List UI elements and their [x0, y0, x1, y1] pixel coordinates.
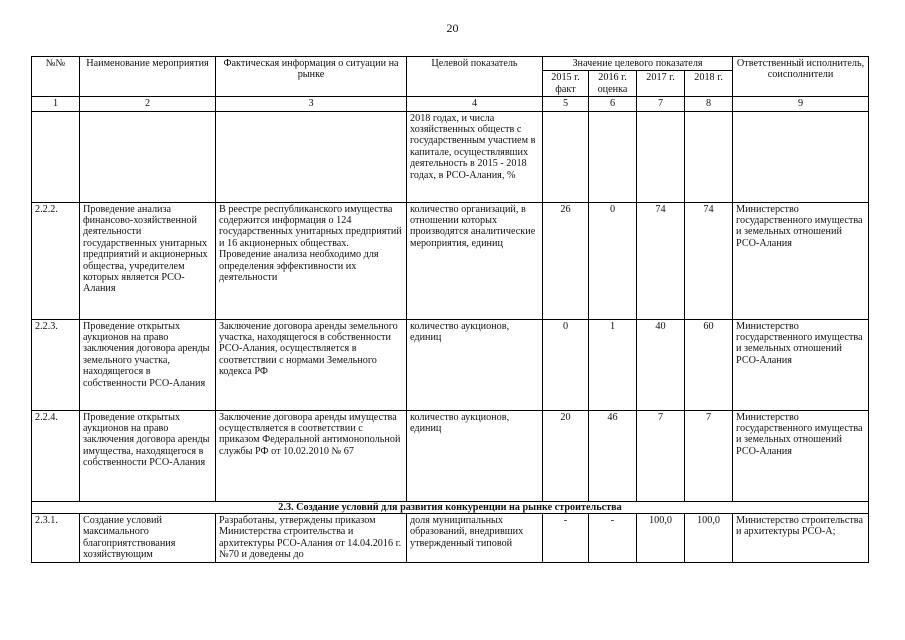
row-value-2016: -	[589, 514, 637, 563]
row-target: доля муниципальных образований, внедривших утвержденный типовой	[407, 514, 543, 563]
continuation-row	[32, 111, 869, 202]
col-number: 6	[589, 97, 637, 111]
row-value-2018: 60	[685, 319, 733, 410]
col-number: 3	[216, 97, 407, 111]
row-target: количество организаций, в отношении которых производятся аналитические мероприятия, единиц	[407, 202, 543, 319]
row-name: Проведение анализа финансово-хозяйственной деятельности государственных унитарных предприятий и акционерных общества, учредителем которых является РСО-Алания	[80, 202, 216, 319]
header-2016: 2016 г. оценка	[589, 71, 637, 97]
header-responsible: Ответственный исполнитель, соисполнители	[733, 57, 869, 97]
col-number: 2	[80, 97, 216, 111]
row-value-2017: 100,0	[637, 514, 685, 563]
row-num: 2.3.1.	[32, 514, 80, 563]
row-value-2015: -	[543, 514, 589, 563]
row-name: Проведение открытых аукционов на право заключения договора аренды земельного участка, находящегося в собственности РСО-Алания	[80, 319, 216, 410]
row-value-2017: 74	[637, 202, 685, 319]
header-target: Целевой показатель	[407, 57, 543, 97]
header-info: Фактическая информация о ситуации на рынке	[216, 57, 407, 97]
measures-table	[31, 56, 869, 563]
row-responsible: Министерство государственного имущества и земельных отношений РСО-Алания	[733, 410, 869, 501]
page-number: 20	[446, 21, 459, 35]
row-info: Разработаны, утверждены приказом Министерства строительства и архитектуры РСО-Алания от 14.04.2016 г. №70 и доведены до	[216, 514, 407, 563]
col-number: 9	[733, 97, 869, 111]
continuation-target: 2018 годах, и числа хозяйственных обществ с государственным участием в капитале, осуществлявших деятельность в 2015 - 2018 годах, в РСО-Алания, %	[407, 111, 543, 202]
row-value-2017: 40	[637, 319, 685, 410]
row-value-2018: 74	[685, 202, 733, 319]
header-name: Наименование мероприятия	[80, 57, 216, 97]
row-value-2018: 7	[685, 410, 733, 501]
row-value-2015: 0	[543, 319, 589, 410]
row-value-2016: 46	[589, 410, 637, 501]
row-responsible: Министерство государственного имущества и земельных отношений РСО-Алания	[733, 319, 869, 410]
col-number: 5	[543, 97, 589, 111]
row-target: количество аукционов, единиц	[407, 319, 543, 410]
row-name: Проведение открытых аукционов на право заключения договора аренды имущества, находящегося в собственности РСО-Алания	[80, 410, 216, 501]
table-row	[32, 410, 869, 501]
col-number: 8	[685, 97, 733, 111]
row-num: 2.2.3.	[32, 319, 80, 410]
row-target: количество аукционов, единиц	[407, 410, 543, 501]
header-row-1	[32, 57, 869, 71]
header-num: №№	[32, 57, 80, 97]
row-value-2015: 26	[543, 202, 589, 319]
row-num: 2.2.2.	[32, 202, 80, 319]
row-responsible: Министерство строительства и архитектуры РСО-А;	[733, 514, 869, 563]
row-responsible: Министерство государственного имущества и земельных отношений РСО-Алания	[733, 202, 869, 319]
row-info: В реестре республиканского имущества содержится информация о 124 государственных унитарных предприятий и 16 акционерных обществах. Проведение анализа необходимо для определения эффективности их деятельности	[216, 202, 407, 319]
row-value-2015: 20	[543, 410, 589, 501]
table-row	[32, 514, 869, 563]
row-info: Заключение договора аренды имущества осуществляется в соответствии с приказом Федеральной антимонопольной службы РФ от 10.02.2010 № 67	[216, 410, 407, 501]
section-title: 2.3. Создание условий для развития конкуренции на рынке строительства	[32, 501, 869, 513]
row-value-2018: 100,0	[685, 514, 733, 563]
header-values-group: Значение целевого показателя	[543, 57, 733, 71]
table-row	[32, 202, 869, 319]
row-value-2017: 7	[637, 410, 685, 501]
section-row	[32, 501, 869, 513]
header-2018: 2018 г.	[685, 71, 733, 97]
column-numbers-row	[32, 97, 869, 111]
col-number: 4	[407, 97, 543, 111]
row-value-2016: 1	[589, 319, 637, 410]
col-number: 7	[637, 97, 685, 111]
table-row	[32, 319, 869, 410]
row-num: 2.2.4.	[32, 410, 80, 501]
row-name: Создание условий максимального благоприятствования хозяйствующим	[80, 514, 216, 563]
header-2015: 2015 г. факт	[543, 71, 589, 97]
row-value-2016: 0	[589, 202, 637, 319]
header-2017: 2017 г.	[637, 71, 685, 97]
col-number: 1	[32, 97, 80, 111]
row-info: Заключение договора аренды земельного участка, находящегося в собственности РСО-Алания, осуществляется в соответствии с нормами Земельного кодекса РФ	[216, 319, 407, 410]
